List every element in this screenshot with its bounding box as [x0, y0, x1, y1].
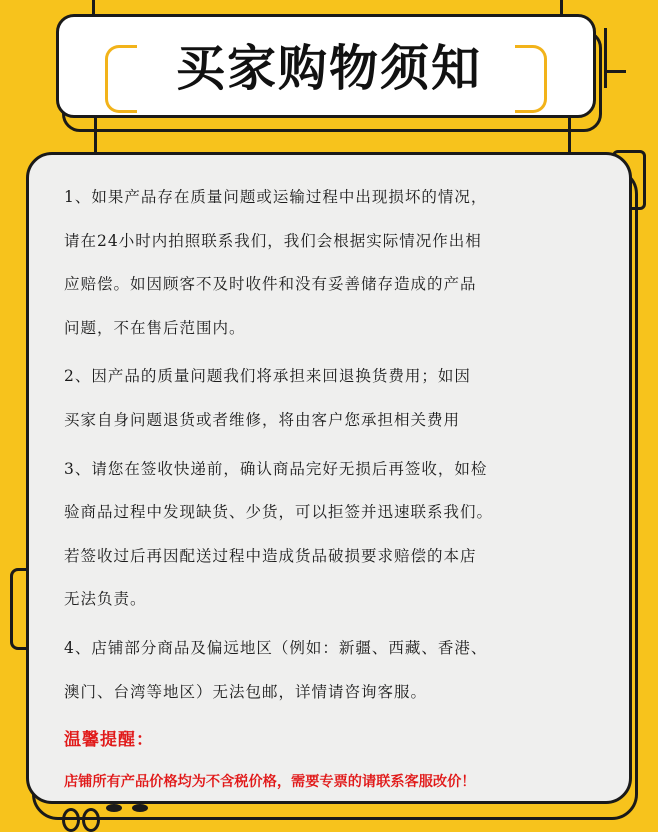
decor-line-right-vertical [604, 28, 607, 88]
notice-line: 应赔偿。如因顾客不及时收件和没有妥善储存造成的产品 [64, 275, 477, 294]
notice-line: 2、因产品的质量问题我们将承担来回退换货费用；如因 [64, 367, 471, 386]
reminder-title: 温馨提醒： [64, 730, 154, 751]
notice-line: 若签收过后再因配送过程中造成货品破损要求赔偿的本店 [64, 546, 477, 565]
notice-line: 问题，不在售后范围内。 [64, 318, 246, 337]
decor-ring-1 [62, 808, 80, 832]
decor-dot-2 [132, 804, 148, 812]
title-banner [56, 14, 596, 118]
notice-content [64, 176, 604, 802]
notice-line: 买家自身问题退货或者维修，将由客户您承担相关费用 [64, 410, 461, 429]
notice-item-1 [64, 176, 604, 350]
notice-line: 验商品过程中发现缺货、少货，可以拒签并迅速联系我们。 [64, 503, 494, 522]
notice-line: 无法负责。 [64, 590, 147, 609]
reminder-text: 店铺所有产品价格均为不含税价格，需要专票的请联系客服改价！ [64, 774, 476, 791]
notice-line: 澳门、台湾等地区）无法包邮，详情请咨询客服。 [64, 682, 428, 701]
decor-line-right-horizontal [604, 70, 626, 73]
notice-item-3 [64, 448, 604, 622]
notice-item-4 [64, 627, 604, 714]
notice-line: 请在24小时内拍照联系我们，我们会根据实际情况作出相 [64, 231, 482, 250]
page-title: 买家购物须知 [175, 40, 482, 97]
notice-line: 1、如果产品存在质量问题或运输过程中出现损坏的情况， [64, 188, 488, 206]
notice-line: 4、店铺部分商品及偏远地区（例如：新疆、西藏、香港、 [64, 638, 488, 657]
decor-ring-2 [82, 808, 100, 832]
notice-line: 3、请您在签收快递前，确认商品完好无损后再签收，如检 [64, 459, 488, 478]
notice-item-2 [64, 355, 604, 442]
decor-dot-1 [106, 804, 122, 812]
